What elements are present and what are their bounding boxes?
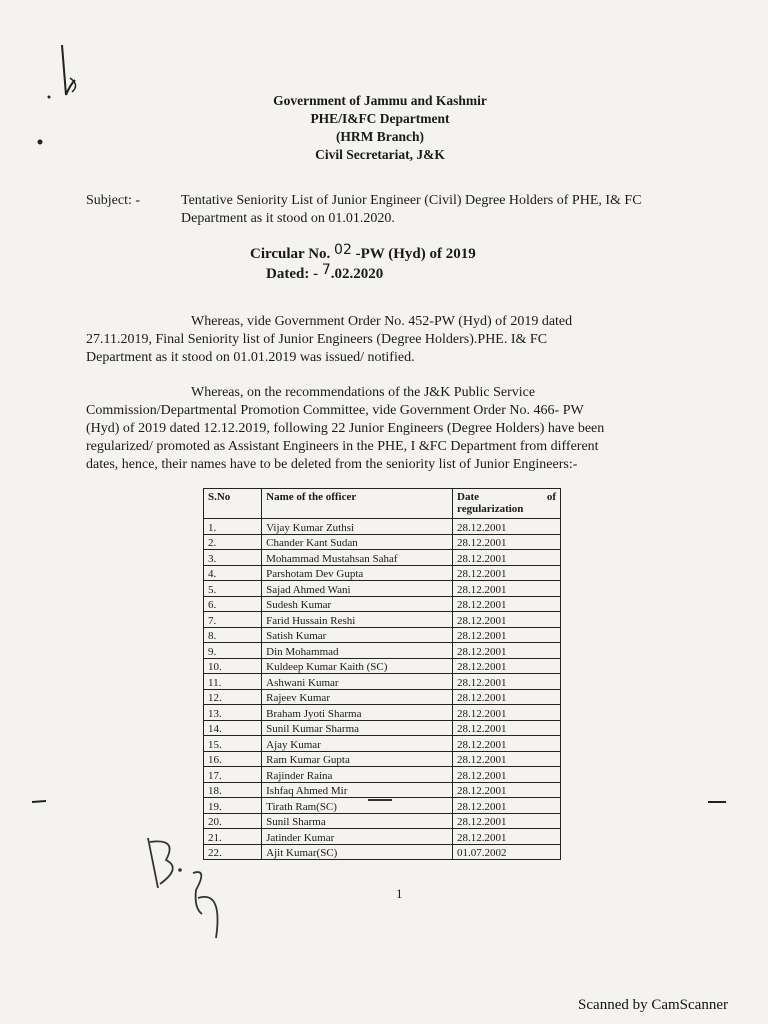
col-date-header-b: of	[546, 491, 556, 503]
table-row	[204, 813, 561, 829]
cell-date: 28.12.2001	[453, 674, 561, 690]
cell-date: 01.07.2002	[453, 844, 561, 860]
cell-date: 28.12.2001	[453, 658, 561, 674]
cell-name: Chander Kant Sudan	[262, 534, 453, 550]
cell-name: Ram Kumar Gupta	[262, 751, 453, 767]
circular-suffix: -PW (Hyd) of 2019	[355, 246, 476, 262]
cell-sno: 22.	[204, 844, 262, 860]
cell-date: 28.12.2001	[453, 581, 561, 597]
binder-dash-left	[30, 798, 50, 806]
cell-date: 28.12.2001	[453, 550, 561, 566]
paragraph1-line3: Department as it stood on 01.01.2019 was issued/ notified.	[86, 350, 415, 365]
cell-sno: 10.	[204, 658, 262, 674]
paragraph1-line1: Whereas, vide Government Order No. 452-PW (Hyd) of 2019 dated	[191, 314, 573, 329]
table-row	[204, 534, 561, 550]
dated-label: Dated: -	[266, 266, 319, 282]
officer-table	[203, 488, 561, 860]
paragraph2-line4: regularized/ promoted as Assistant Engineers in the PHE, I &FC Department from different	[86, 439, 599, 454]
table-row	[204, 767, 561, 783]
cell-name: Sajad Ahmed Wani	[262, 581, 453, 597]
cell-name: Jatinder Kumar	[262, 829, 453, 845]
cell-date: 28.12.2001	[453, 612, 561, 628]
letterhead	[200, 92, 560, 164]
paragraph2-line2: Commission/Departmental Promotion Committee, vide Government Order No. 466- PW	[86, 403, 584, 418]
cell-date: 28.12.2001	[453, 736, 561, 752]
paragraph2-line1: Whereas, on the recommendations of the J&K Public Service	[191, 385, 536, 400]
cell-date: 28.12.2001	[453, 565, 561, 581]
circular-date-line	[250, 264, 550, 284]
cell-sno: 11.	[204, 674, 262, 690]
cell-sno: 14.	[204, 720, 262, 736]
table-row	[204, 736, 561, 752]
cell-name: Rajinder Raina	[262, 767, 453, 783]
cell-name: Ajit Kumar(SC)	[262, 844, 453, 860]
table-row	[204, 612, 561, 628]
cell-name: Ashwani Kumar	[262, 674, 453, 690]
table-row	[204, 550, 561, 566]
scanner-watermark: Scanned by CamScanner	[578, 997, 728, 1013]
table-row	[204, 565, 561, 581]
header-government: Government of Jammu and Kashmir	[273, 93, 487, 108]
cell-name: Braham Jyoti Sharma	[262, 705, 453, 721]
cell-sno: 19.	[204, 798, 262, 814]
cell-name: Ajay Kumar	[262, 736, 453, 752]
cell-date: 28.12.2001	[453, 798, 561, 814]
subject-label: Subject: -	[86, 193, 141, 208]
cell-date: 28.12.2001	[453, 751, 561, 767]
table-header-row	[204, 489, 561, 519]
cell-sno: 13.	[204, 705, 262, 721]
cell-sno: 5.	[204, 581, 262, 597]
cell-date: 28.12.2001	[453, 596, 561, 612]
cell-sno: 6.	[204, 596, 262, 612]
cell-name: Satish Kumar	[262, 627, 453, 643]
cell-date: 28.12.2001	[453, 720, 561, 736]
cell-date: 28.12.2001	[453, 534, 561, 550]
cell-sno: 20.	[204, 813, 262, 829]
cell-name: Tirath Ram(SC)	[262, 798, 453, 814]
cell-name: Kuldeep Kumar Kaith (SC)	[262, 658, 453, 674]
cell-name: Vijay Kumar Zuthsi	[262, 519, 453, 535]
table-row	[204, 798, 561, 814]
table-row	[204, 751, 561, 767]
dated-day: 7	[321, 262, 331, 278]
col-date-header-a: Date	[457, 491, 480, 503]
cell-name: Ishfaq Ahmed Mir	[262, 782, 453, 798]
cell-name: Sunil Kumar Sharma	[262, 720, 453, 736]
cell-date: 28.12.2001	[453, 813, 561, 829]
cell-name: Din Mohammad	[262, 643, 453, 659]
cell-sno: 18.	[204, 782, 262, 798]
cell-date: 28.12.2001	[453, 689, 561, 705]
paragraph1-line2: 27.11.2019, Final Seniority list of Junior Engineers (Degree Holders).PHE. I& FC	[86, 332, 548, 347]
cell-sno: 4.	[204, 565, 262, 581]
cell-sno: 3.	[204, 550, 262, 566]
cell-sno: 12.	[204, 689, 262, 705]
col-sno-header: S.No	[204, 489, 262, 519]
table-row	[204, 782, 561, 798]
cell-sno: 2.	[204, 534, 262, 550]
dated-rest: .02.2020	[330, 266, 384, 282]
paragraph-whereas-1	[86, 313, 698, 367]
table-row	[204, 705, 561, 721]
circular-prefix: Circular No.	[250, 246, 331, 262]
cell-date: 28.12.2001	[453, 782, 561, 798]
cell-date: 28.12.2001	[453, 643, 561, 659]
cell-name: Parshotam Dev Gupta	[262, 565, 453, 581]
subject-text: Tentative Seniority List of Junior Engineer (Civil) Degree Holders of PHE, I& FC Department as it stood on 01.01.2020.	[181, 193, 642, 226]
cell-name: Mohammad Mustahsan Sahaf	[262, 550, 453, 566]
binder-dot	[36, 138, 44, 146]
circular-number-line	[250, 244, 550, 264]
table-row	[204, 581, 561, 597]
cell-sno: 1.	[204, 519, 262, 535]
header-branch: (HRM Branch)	[335, 129, 425, 144]
table-body	[204, 519, 561, 860]
paragraph2-line3: (Hyd) of 2019 dated 12.12.2019, following 22 Junior Engineers (Degree Holders) have been	[86, 421, 605, 436]
cell-date: 28.12.2001	[453, 705, 561, 721]
cell-sno: 8.	[204, 627, 262, 643]
col-date-header	[453, 489, 561, 519]
handwritten-scribble-top	[40, 40, 90, 110]
table-row	[204, 689, 561, 705]
cell-date: 28.12.2001	[453, 519, 561, 535]
cell-sno: 9.	[204, 643, 262, 659]
circular-number: 02	[334, 242, 352, 258]
cell-name: Sunil Sharma	[262, 813, 453, 829]
table-row	[204, 596, 561, 612]
table-row	[204, 658, 561, 674]
cell-sno: 15.	[204, 736, 262, 752]
cell-sno: 17.	[204, 767, 262, 783]
cell-date: 28.12.2001	[453, 829, 561, 845]
table-row	[204, 844, 561, 860]
header-department: PHE/I&FC Department	[310, 111, 450, 126]
table-row	[204, 643, 561, 659]
cell-name: Farid Hussain Reshi	[262, 612, 453, 628]
cell-date: 28.12.2001	[453, 767, 561, 783]
page-number: 1	[396, 886, 403, 901]
header-secretariat: Civil Secretariat, J&K	[315, 147, 445, 162]
table-row	[204, 627, 561, 643]
col-date-header-c: regularization	[457, 503, 524, 515]
cell-sno: 16.	[204, 751, 262, 767]
cell-sno: 7.	[204, 612, 262, 628]
binder-dash-right	[706, 798, 730, 806]
circular-block	[250, 244, 550, 284]
paragraph2-line5: dates, hence, their names have to be deleted from the seniority list of Junior Engineers:-	[86, 457, 578, 472]
table-row	[204, 829, 561, 845]
cell-name: Rajeev Kumar	[262, 689, 453, 705]
cell-date: 28.12.2001	[453, 627, 561, 643]
table-row	[204, 674, 561, 690]
cell-sno: 21.	[204, 829, 262, 845]
table-row	[204, 519, 561, 535]
cell-name: Sudesh Kumar	[262, 596, 453, 612]
col-name-header: Name of the officer	[262, 489, 453, 519]
table-row	[204, 720, 561, 736]
paragraph-whereas-2	[86, 384, 698, 474]
